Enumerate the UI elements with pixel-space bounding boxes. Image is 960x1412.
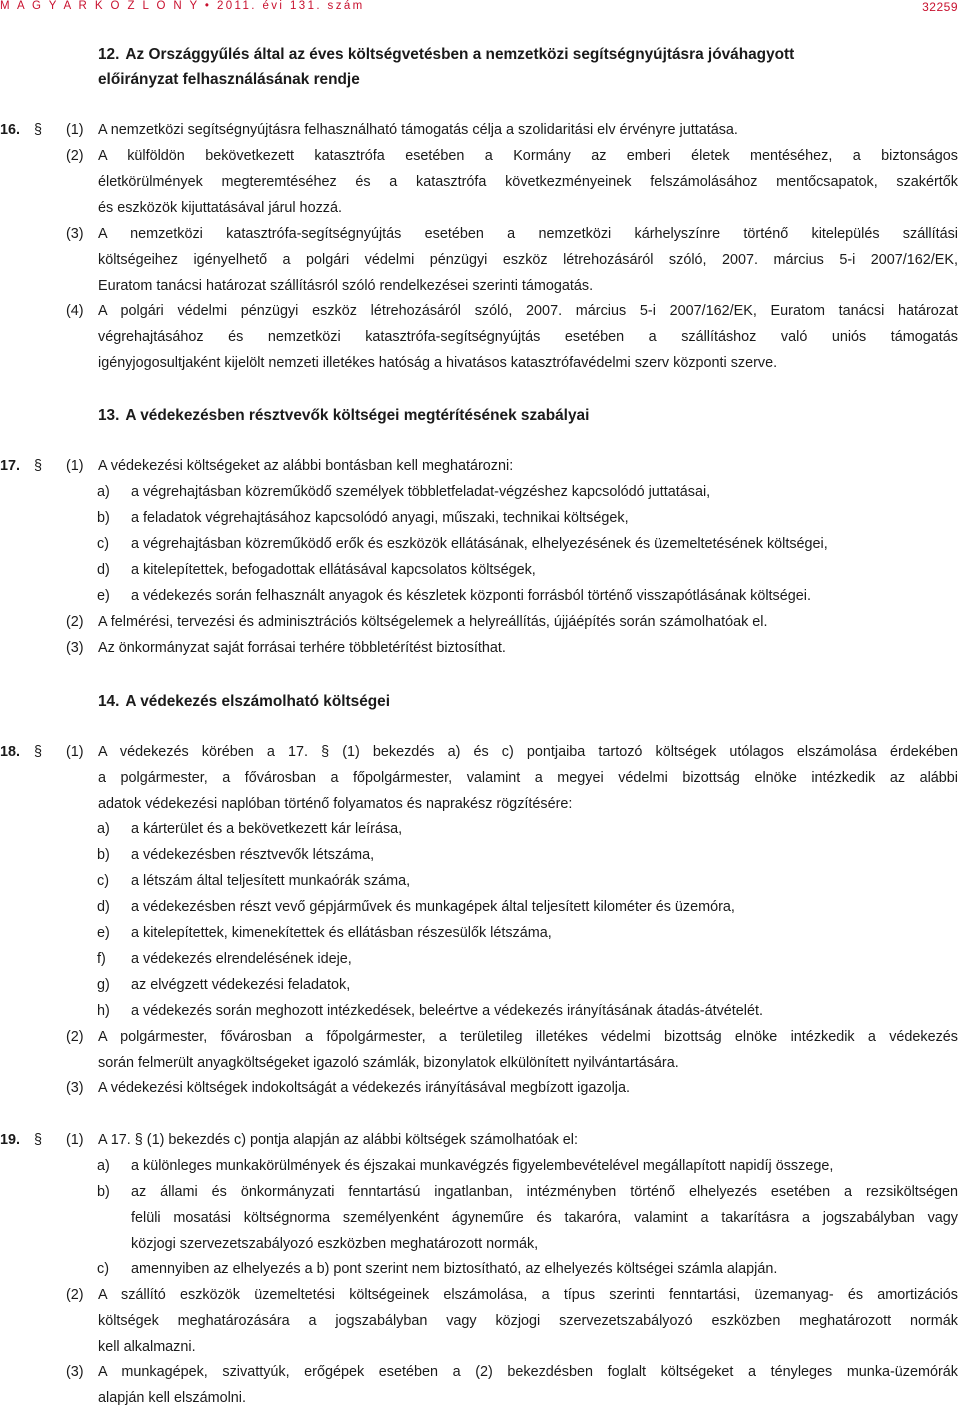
- subsection-text: A nemzetközi segítségnyújtásra felhasználható támogatás célja a szolidaritási elv érvényre juttatása.: [98, 122, 738, 138]
- journal-title: M A G Y A R K Ö Z L Ö N Y • 2011. évi 131. szám: [0, 0, 365, 12]
- subsection-number: (3): [66, 640, 84, 656]
- p19-sub-2: [66, 1283, 958, 1360]
- text-line: végrehajtásához és nemzetközi katasztrófa-segítségnyújtás esetében a szállításhoz való uniós támogatás: [98, 328, 958, 345]
- text-line: közjogi szervezetszabályozó eszközben meghatározott normák,: [131, 1235, 539, 1252]
- p19-sub-3: [66, 1360, 958, 1412]
- item-text: a védekezés során felhasznált anyagok és készletek központi forrásból történő visszapótlásának költségei.: [131, 588, 811, 604]
- item-text: amennyiben az elhelyezés a b) pont szerint nem biztosítható, az elhelyezés költségei számla alapján.: [131, 1261, 778, 1277]
- item-letter: a): [97, 1158, 110, 1174]
- list-item: [97, 895, 958, 921]
- text-line: költségek meghatározására a jogszabályban vagy közjogi szervezetszabályozó eszközben meghatározott normák: [98, 1312, 958, 1329]
- section-sign: §: [34, 744, 43, 760]
- p18-sub-3: [66, 1076, 958, 1102]
- item-text: a végrehajtásban közreműködő személyek többletfeladat-végzéshez kapcsolódó juttatásai,: [131, 484, 711, 500]
- text-line: felüli mosatási költségnorma személyenként ágyneműre és takaróra, valamint a takarításra a jogszabályban vagy: [131, 1209, 958, 1226]
- text-line: A külföldön bekövetkezett katasztrófa esetében a Kormány az emberi életek mentéséhez, a biztonságos: [98, 148, 958, 164]
- list-item: [97, 506, 958, 532]
- p16-sub-4: [66, 299, 958, 376]
- section-sign: §: [34, 1132, 43, 1148]
- item-letter: g): [97, 977, 110, 993]
- list-item: [97, 999, 958, 1025]
- item-letter: d): [97, 562, 110, 578]
- subsection-number: (1): [66, 744, 84, 760]
- p19-sub-1: [66, 1128, 958, 1154]
- p17-sub-1: [66, 454, 958, 480]
- subsection-text: A 17. § (1) bekezdés c) pontja alapján az alábbi költségek számolhatóak el:: [98, 1132, 578, 1148]
- subsection-text: A védekezési költségek indokoltságát a védekezés irányításával megbízott igazolja.: [98, 1080, 630, 1096]
- paragraph-number: 17.: [0, 458, 21, 474]
- item-text: az elvégzett védekezési feladatok,: [131, 977, 351, 993]
- section-title: A védekezésben résztvevők költségei megtérítésének szabályai: [125, 407, 590, 424]
- text-line: az állami és önkormányzati fenntartású ingatlanban, intézményben történő elhelyezés esetében a rezsiköltségen: [131, 1184, 958, 1200]
- list-item: [97, 584, 958, 610]
- subsection-text: A védekezési költségeket az alábbi bontásban kell meghatározni:: [98, 458, 514, 474]
- page-number: 32259: [922, 0, 958, 14]
- item-letter: h): [97, 1003, 110, 1019]
- subsection-number: (3): [66, 1364, 84, 1380]
- item-text: a kitelepítettek, befogadottak ellátásával kapcsolatos költségek,: [131, 562, 536, 578]
- item-letter: a): [97, 484, 110, 500]
- text-line: A szállító eszközök üzemeltetési költségeinek elszámolása, a típus szerinti fenntartási, üzemanyag- és amortizációs: [98, 1287, 958, 1303]
- text-line: igényjogosultjaként kijelölt nemzeti illetékes hatóság a hivatásos katasztrófavédelmi szerv központi szerve.: [98, 354, 778, 371]
- subsection-number: (1): [66, 1132, 84, 1148]
- subsection-number: (2): [66, 148, 84, 164]
- section-sign: §: [34, 122, 43, 138]
- section-13-title: [98, 403, 898, 429]
- item-text: a feladatok végrehajtásához kapcsolódó anyagi, műszaki, technikai költségek,: [131, 510, 629, 526]
- text-line: A védekezés körében a 17. § (1) bekezdés a) és c) pontjaiba tartozó költségek utólagos elszámolása érdekében: [98, 744, 958, 760]
- p16-sub-1: [66, 118, 958, 144]
- section-14-title: [98, 689, 898, 715]
- item-letter: c): [97, 873, 109, 889]
- subsection-number: (1): [66, 122, 84, 138]
- item-text: a különleges munkakörülmények és éjszakai munkavégzés figyelembevételével megállapított napidíj összege,: [131, 1158, 834, 1174]
- list-item: [97, 1154, 958, 1180]
- text-line: költségeihez igényelhető a polgári védelmi pénzügyi eszköz létrehozásáról szóló, 2007. március 5-i 2007/162/EK,: [98, 251, 958, 268]
- section-number: 12.: [98, 46, 120, 63]
- text-line: adatok védekezési naplóban történő folyamatos és naprakész rögzítésére:: [98, 795, 573, 812]
- text-line: A munkagépek, szivattyúk, erőgépek esetében a (2) bekezdésben foglalt költségeket a tényleges munka-üzemórák: [98, 1364, 958, 1380]
- paragraph-number: 16.: [0, 122, 21, 138]
- list-item: [97, 947, 958, 973]
- list-item: [97, 532, 958, 558]
- subsection-number: (3): [66, 1080, 84, 1096]
- p18-sub-2: [66, 1025, 958, 1077]
- p17-sub-3: [66, 636, 958, 662]
- subsection-number: (3): [66, 226, 84, 242]
- item-text: a védekezés elrendelésének ideje,: [131, 951, 352, 967]
- paragraph-number: 18.: [0, 744, 21, 760]
- list-item: [97, 558, 958, 584]
- item-letter: b): [97, 510, 110, 526]
- list-item: [97, 973, 958, 999]
- subsection-text: A felmérési, tervezési és adminisztrációs költségelemek a helyreállítás, újjáépítés során számolhatóak el.: [98, 614, 768, 630]
- list-item: [97, 817, 958, 843]
- item-letter: b): [97, 1184, 110, 1200]
- p16-sub-2: [66, 144, 958, 221]
- list-item: [97, 480, 958, 506]
- text-line: A polgármester, fővárosban a főpolgármester, a területileg illetékes védelmi bizottság elnöke intézkedik a védekezés: [98, 1029, 958, 1045]
- item-letter: a): [97, 821, 110, 837]
- list-item: [97, 921, 958, 947]
- subsection-number: (2): [66, 1029, 84, 1045]
- item-letter: c): [97, 1261, 109, 1277]
- list-item: [97, 1257, 958, 1283]
- section-12-title: [98, 42, 898, 68]
- text-line: életkörülmények megteremtéséhez és a katasztrófa következményeinek felszámolásához mentőcsapatok, szakértők: [98, 173, 958, 190]
- item-text: a végrehajtásban közreműködő erők és eszközök ellátásának, elhelyezésének és üzemeltetésének költségei,: [131, 536, 828, 552]
- subsection-number: (1): [66, 458, 84, 474]
- item-letter: e): [97, 925, 110, 941]
- subsection-number: (2): [66, 1287, 84, 1303]
- text-line: A polgári védelmi pénzügyi eszköz létrehozásáról szóló, 2007. március 5-i 2007/162/EK, Euratom tanácsi határozat: [98, 303, 958, 319]
- p18-sub-1: [66, 740, 958, 817]
- section-12-title-cont: [98, 67, 898, 93]
- item-text: a kárterület és a bekövetkezett kár leírása,: [131, 821, 403, 837]
- p17-sub-2: [66, 610, 958, 636]
- section-sign: §: [34, 458, 43, 474]
- text-line: a polgármester, a fővárosban a főpolgármester, valamint a megyei védelmi bizottság elnöke intézkedik az alábbi: [98, 769, 958, 786]
- page-header: [0, 0, 960, 14]
- section-title-line-1: Az Országgyűlés által az éves költségvetésben a nemzetközi segítségnyújtásra jóváhagyott: [125, 46, 795, 63]
- paragraph-number: 19.: [0, 1132, 21, 1148]
- item-text: a létszám által teljesített munkaórák száma,: [131, 873, 411, 889]
- text-line: Euratom tanácsi határozat szállításról szóló rendelkezései szerinti támogatás.: [98, 277, 594, 294]
- section-number: 13.: [98, 407, 120, 424]
- item-letter: e): [97, 588, 110, 604]
- text-line: kell alkalmazni.: [98, 1338, 196, 1355]
- text-line: során felmerült anyagköltségeket igazoló számlák, bizonylatok elkülönített nyilvántartására.: [98, 1054, 679, 1071]
- subsection-number: (2): [66, 614, 84, 630]
- item-text: a kitelepítettek, kimenekítettek és ellátásban részesülők létszáma,: [131, 925, 552, 941]
- item-letter: f): [97, 951, 106, 967]
- list-item: [97, 869, 958, 895]
- item-letter: b): [97, 847, 110, 863]
- section-title: A védekezés elszámolható költségei: [125, 693, 391, 710]
- subsection-number: (4): [66, 303, 84, 319]
- text-line: alapján kell elszámolni.: [98, 1389, 246, 1406]
- item-text: a védekezés során meghozott intézkedések, beleértve a védekezés irányításának átadás-átvételét.: [131, 1003, 763, 1019]
- text-line: A nemzetközi katasztrófa-segítségnyújtás esetében a nemzetközi kárhelyszínre történő kitelepülés szállítási: [98, 226, 958, 242]
- item-text: a védekezésben résztvevők létszáma,: [131, 847, 375, 863]
- list-item: [97, 1180, 958, 1257]
- item-letter: c): [97, 536, 109, 552]
- item-text: a védekezésben részt vevő gépjárművek és munkagépek által teljesített kilométer és üzemóra,: [131, 899, 735, 915]
- item-letter: d): [97, 899, 110, 915]
- section-title-line-2: előirányzat felhasználásának rendje: [98, 71, 360, 88]
- subsection-text: Az önkormányzat saját forrásai terhére többletérítést biztosíthat.: [98, 640, 506, 656]
- text-line: és eszközök kijuttatásával járul hozzá.: [98, 199, 342, 216]
- section-number: 14.: [98, 693, 120, 710]
- p16-sub-3: [66, 222, 958, 299]
- list-item: [97, 843, 958, 869]
